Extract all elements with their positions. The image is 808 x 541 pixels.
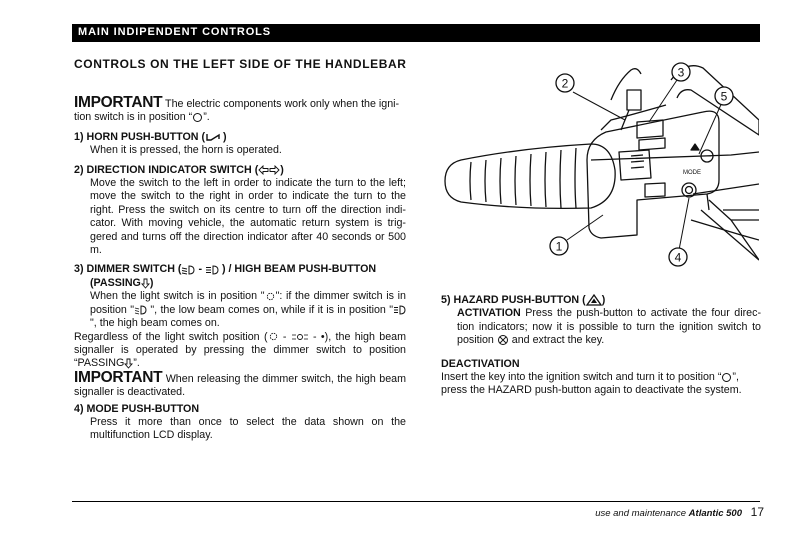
light-position-icon — [268, 331, 279, 342]
important-label: IMPORTANT — [74, 368, 163, 386]
turn-signal-arrows-icon — [258, 165, 280, 175]
passing-arrow-icon — [124, 358, 133, 369]
horn-body: When it is pressed, the horn is operated. — [90, 144, 282, 157]
page-number: 17 — [750, 505, 764, 519]
low-beam-icon — [134, 305, 147, 315]
important-label: IMPORTANT — [74, 94, 163, 111]
callout-5: 5 — [720, 89, 728, 104]
footer-text: use and maintenance Atlantic 500 — [595, 508, 742, 519]
horn-title: 1) HORN PUSH-BUTTON ( ) — [74, 130, 227, 143]
callout-1: 1 — [555, 239, 563, 254]
direction-indicator-body: Move the switch to the left in order to indicate the turn to the left; move the switch to the right in order to indicate the turn to the right. Press the switch on its centre to turn off the direction indi-cator. With moving vehicle, the automatic return system is trig-gered and turns off the direction indicator after 40 seconds or 500 m. — [90, 177, 406, 257]
mode-button-body: Press it more than once to select the data shown on the multifunction LCD display. — [90, 415, 406, 442]
light-position-icon — [265, 291, 276, 302]
section-title: CONTROLS ON THE LEFT SIDE OF THE HANDLEBAR — [74, 57, 407, 71]
passing-title: (PASSING ) — [90, 276, 154, 289]
direction-indicator-title: 2) DIRECTION INDICATOR SWITCH ( ) — [74, 163, 284, 176]
right-column — [441, 294, 761, 398]
callout-2: 2 — [561, 76, 569, 91]
high-beam-icon — [205, 265, 219, 275]
hazard-triangle-icon — [586, 294, 602, 306]
callout-4: 4 — [674, 250, 682, 265]
footer-rule — [72, 501, 760, 502]
header-bar — [72, 24, 760, 42]
high-beam-icon — [393, 305, 406, 315]
parking-light-icon — [291, 332, 309, 342]
hazard-title: 5) HAZARD PUSH-BUTTON ( ) — [441, 294, 606, 306]
key-out-icon — [497, 334, 509, 346]
deactivation-title: DEACTIVATION — [441, 357, 520, 370]
important-note-2: IMPORTANT When releasing the dimmer switch, the high beam signaller is deactivated. — [74, 368, 406, 399]
ignition-position-icon — [721, 372, 732, 383]
passing-arrow-icon — [141, 278, 150, 289]
callout-3: 3 — [677, 65, 685, 80]
regardless-paragraph: Regardless of the light switch position ( - - •), the high beam signaller is operated by pressing the dimmer switch to position “PASSING ”. — [74, 330, 406, 370]
header-title: MAIN INDIPENDENT CONTROLS — [78, 26, 271, 38]
dimmer-switch-title: 3) DIMMER SWITCH ( - ) / HIGH BEAM PUSH-BUTTON — [74, 263, 377, 276]
important-note-1: IMPORTANT The electric components work only when the igni- tion switch is in position “ ”. — [74, 94, 400, 124]
deactivation-body: Insert the key into the ignition switch and turn it to position “ ”, press the HAZARD push-button again to deactivate the system. — [441, 371, 742, 397]
handlebar-illustration — [441, 60, 759, 282]
low-beam-icon — [181, 265, 195, 275]
left-column — [74, 96, 406, 443]
horn-icon — [205, 132, 223, 142]
mode-button-title: 4) MODE PUSH-BUTTON — [74, 402, 200, 415]
ignition-position-icon — [192, 112, 203, 123]
hazard-activation: ACTIVATION Press the push-button to activate the four direc-tion indicators; now it is possible to turn the ignition switch to position and extract the key. — [457, 307, 761, 347]
dimmer-switch-body: When the light switch is in position " ": if the dimmer switch is in position " ", the low beam comes on, while if it is in position "", the high beam comes on. — [90, 290, 407, 330]
mode-button-label: MODE — [683, 170, 701, 176]
